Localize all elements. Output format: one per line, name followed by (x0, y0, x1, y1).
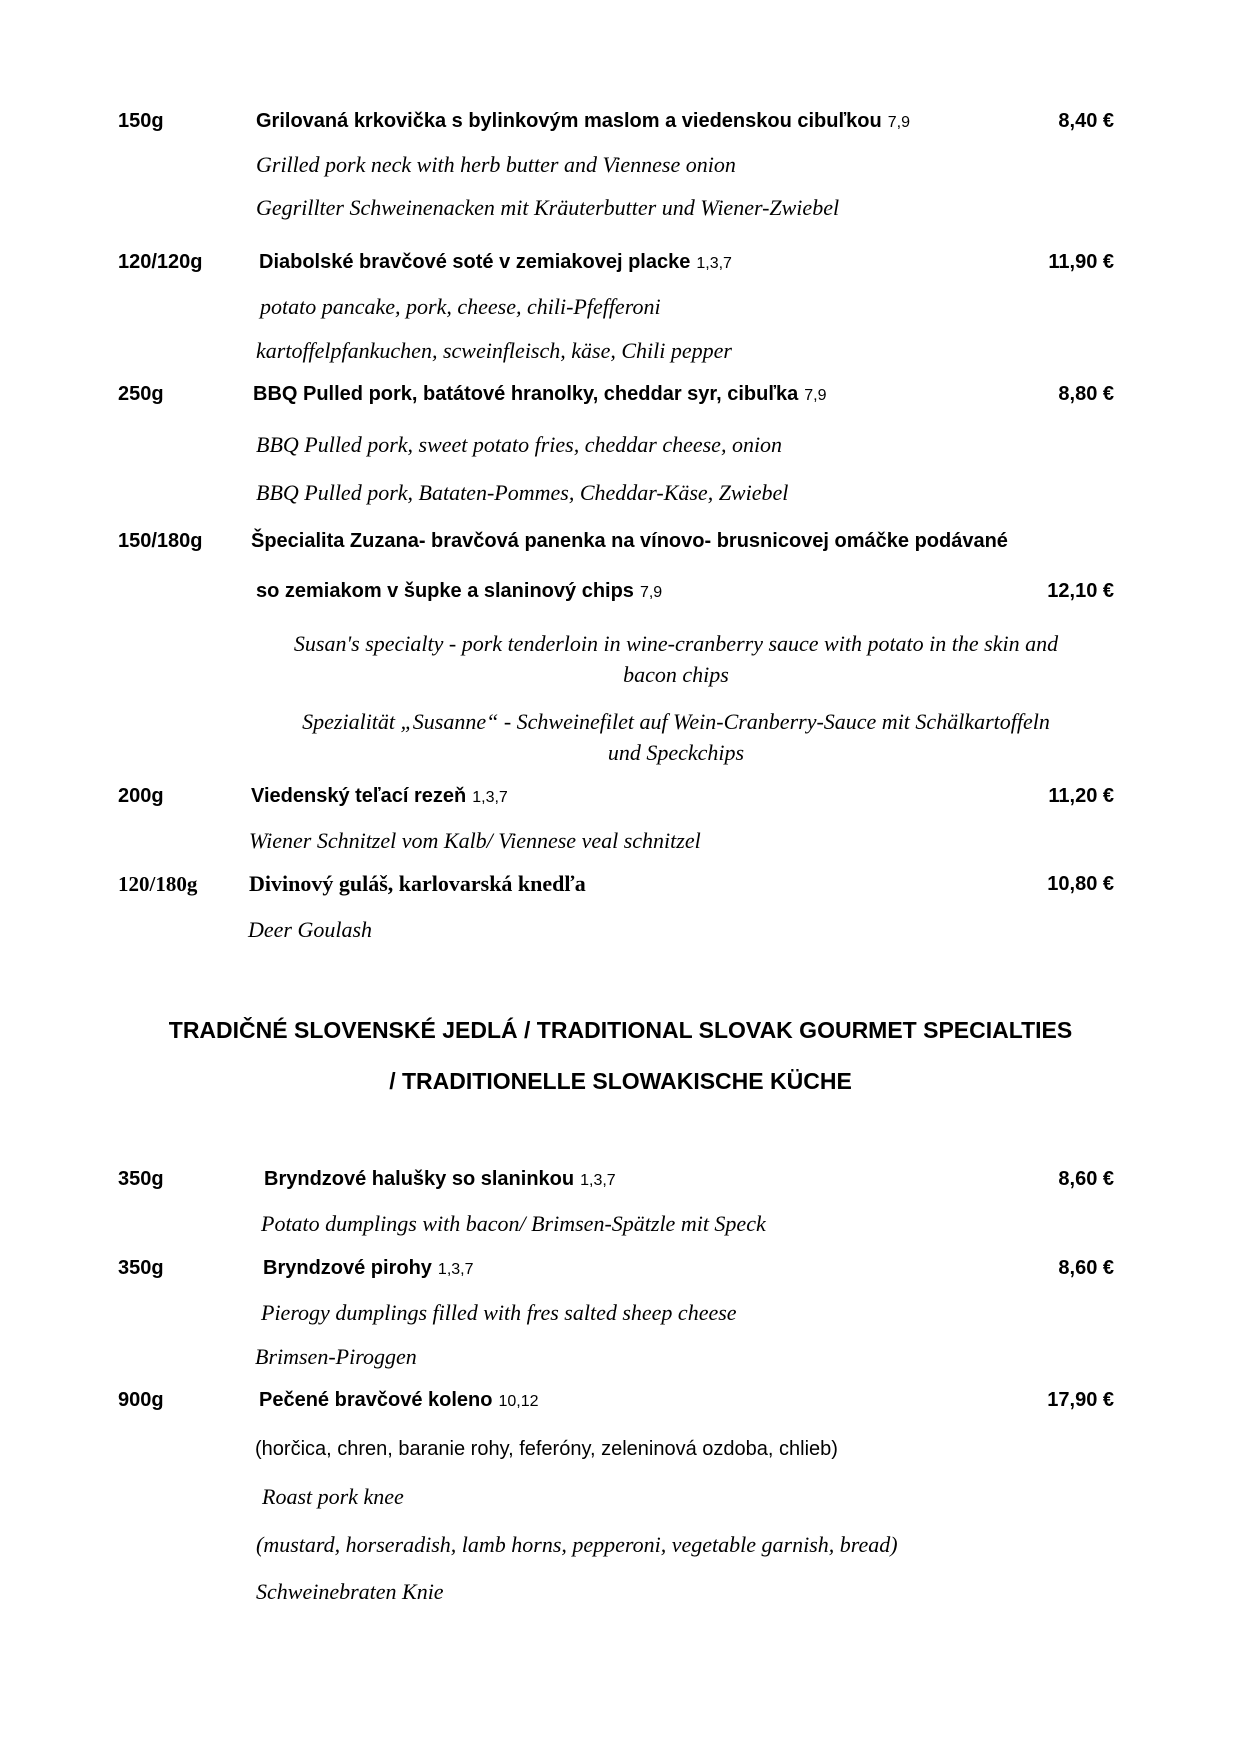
allergens: 7,9 (804, 387, 827, 404)
item-weight: 250g (118, 383, 164, 405)
item-desc-en: BBQ Pulled pork, sweet potato fries, cheddar cheese, onion (256, 432, 783, 457)
item-desc-en: Pierogy dumplings filled with fres salted sheep cheese (261, 1300, 737, 1325)
item-sides-en: (mustard, horseradish, lamb horns, pepperoni, vegetable garnish, bread) (256, 1532, 898, 1557)
item-price: 17,90 € (1047, 1389, 1114, 1411)
section-title-continued: / TRADITIONELLE SLOWAKISCHE KÜCHE (389, 1068, 852, 1094)
item-name: Bryndzové pirohy 1,3,7 (263, 1257, 474, 1279)
item-price: 11,90 € (1048, 251, 1114, 273)
item-name: Pečené bravčové koleno 10,12 (259, 1389, 539, 1411)
allergens: 10,12 (498, 1393, 539, 1410)
allergens: 1,3,7 (580, 1172, 616, 1189)
item-desc-en: potato pancake, pork, cheese, chili-Pfefferoni (260, 294, 661, 319)
item-desc: Deer Goulash (248, 917, 373, 942)
item-weight: 900g (118, 1389, 164, 1411)
item-price: 11,20 € (1048, 785, 1114, 807)
item-name: Divinový guláš, karlovarská knedľa (249, 871, 586, 896)
item-name: Bryndzové halušky so slaninkou 1,3,7 (264, 1168, 616, 1190)
item-weight: 350g (118, 1257, 164, 1279)
item-weight: 120/120g (118, 251, 203, 273)
item-name: Špecialita Zuzana- bravčová panenka na vínovo- brusnicovej omáčke podávané (251, 530, 1008, 552)
item-price: 10,80 € (1047, 873, 1114, 895)
allergens: 1,3,7 (437, 1261, 474, 1278)
item-price: 8,40 € (1058, 110, 1114, 132)
item-desc-de: Gegrillter Schweinenacken mit Kräuterbutter und Wiener-Zwiebel (256, 195, 840, 220)
item-weight: 150/180g (118, 530, 203, 552)
item-price: 8,60 € (1058, 1168, 1114, 1190)
item-weight: 200g (118, 785, 164, 807)
item-price: 8,80 € (1058, 383, 1114, 405)
item-desc-de: Brimsen-Piroggen (255, 1344, 417, 1369)
item-desc: Wiener Schnitzel vom Kalb/ Viennese veal schnitzel (249, 828, 701, 853)
item-name: Diabolské bravčové soté v zemiakovej placke 1,3,7 (259, 251, 732, 273)
item-desc-en: Susan's specialty - pork tenderloin in wine-cranberry sauce with potato in the skin and bacon chips (293, 631, 1059, 687)
item-price: 12,10 € (1047, 580, 1114, 602)
section-title: TRADIČNÉ SLOVENSKÉ JEDLÁ / TRADITIONAL SLOVAK GOURMET SPECIALTIES (168, 1017, 1073, 1043)
item-price: 8,60 € (1058, 1257, 1114, 1279)
allergens: 1,3,7 (472, 789, 508, 806)
allergens: 1,3,7 (696, 255, 732, 272)
item-desc-de: kartoffelpfankuchen, scweinfleisch, käse, Chili pepper (256, 338, 732, 363)
item-desc-de: Spezialität „Susanne“ - Schweinefilet auf Wein-Cranberry-Sauce mit Schälkartoffeln und Speckchips (302, 709, 1050, 765)
item-weight: 120/180g (118, 872, 198, 896)
item-desc-de: Schweinebraten Knie (256, 1579, 444, 1604)
item-desc-de: BBQ Pulled pork, Bataten-Pommes, Cheddar-Käse, Zwiebel (256, 480, 789, 505)
item-desc-en: Roast pork knee (262, 1484, 404, 1509)
item-desc: Potato dumplings with bacon/ Brimsen-Spätzle mit Speck (261, 1211, 766, 1236)
allergens: 7,9 (887, 114, 910, 131)
item-name: BBQ Pulled pork, batátové hranolky, cheddar syr, cibuľka 7,9 (253, 383, 827, 405)
item-name: Viedenský teľací rezeň 1,3,7 (251, 785, 508, 807)
item-weight: 150g (118, 110, 164, 132)
item-weight: 350g (118, 1168, 164, 1190)
item-desc-en: Grilled pork neck with herb butter and Viennese onion (256, 152, 736, 177)
allergens: 7,9 (639, 584, 663, 601)
item-name-continued: so zemiakom v šupke a slaninový chips 7,9 (256, 580, 663, 602)
item-name: Grilovaná krkovička s bylinkovým maslom a viedenskou cibuľkou 7,9 (256, 110, 910, 132)
item-sides-sk: (horčica, chren, baranie rohy, feferóny, zeleninová ozdoba, chlieb) (255, 1438, 838, 1460)
